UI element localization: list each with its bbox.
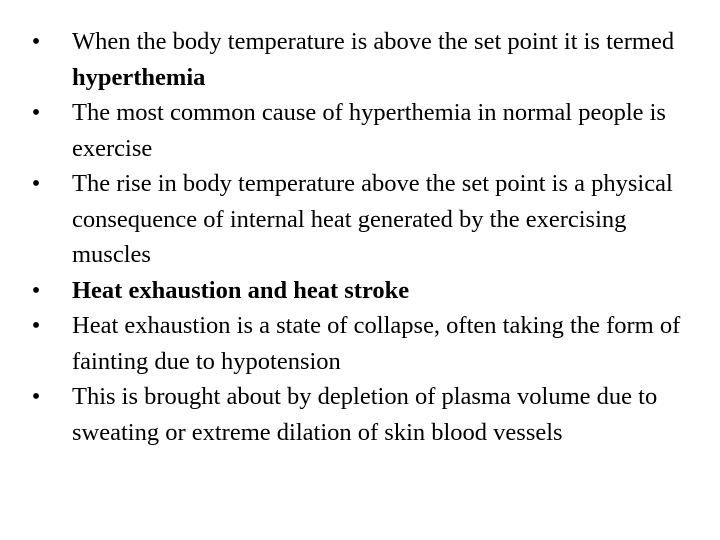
bullet-bold-term: hyperthemia — [72, 63, 206, 91]
bullet-item-1 — [26, 24, 686, 95]
bullet-icon: • — [31, 312, 41, 339]
bullet-icon: • — [31, 99, 41, 126]
bullet-item-4 — [26, 273, 686, 309]
bullet-item-5 — [26, 308, 686, 379]
bullet-icon: • — [31, 28, 41, 55]
bullet-list — [26, 24, 686, 450]
bullet-icon: • — [31, 170, 41, 197]
bullet-item-2 — [26, 95, 686, 166]
bullet-text: Heat exhaustion is a state of collapse, often taking the form of fainting due to hypotension — [72, 312, 681, 375]
bullet-item-6 — [26, 379, 686, 450]
bullet-text: When the body temperature is above the set point it is termed — [72, 28, 675, 55]
bullet-text: The most common cause of hyperthemia in normal people is exercise — [72, 99, 666, 162]
bullet-heading: Heat exhaustion and heat stroke — [72, 276, 410, 304]
bullet-text: The rise in body temperature above the set point is a physical consequence of internal heat generated by the exercising muscles — [72, 170, 673, 268]
bullet-item-3 — [26, 166, 686, 273]
bullet-icon: • — [31, 383, 41, 410]
bullet-icon: • — [31, 276, 41, 304]
bullet-text: This is brought about by depletion of plasma volume due to sweating or extreme dilation of skin blood vessels — [72, 383, 658, 446]
